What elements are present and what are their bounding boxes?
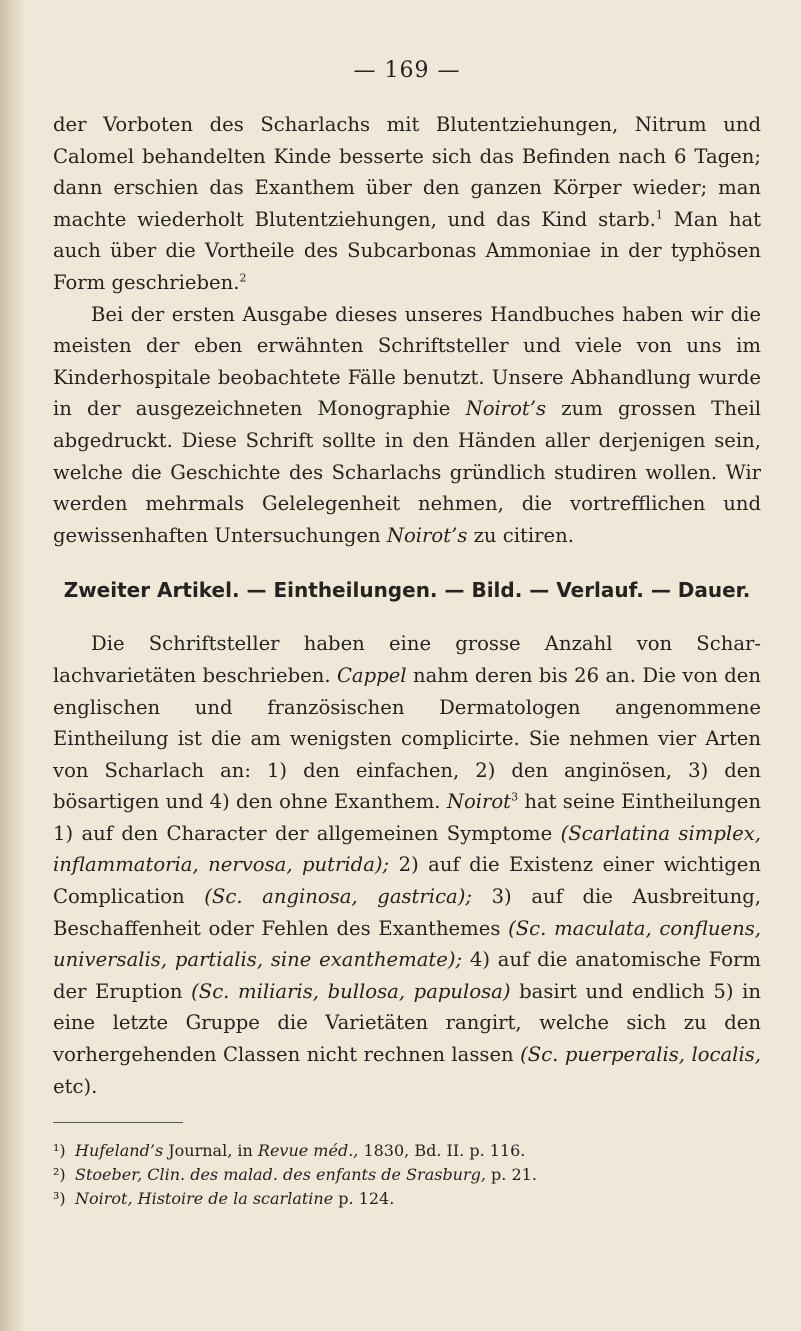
footnote-divider — [53, 1122, 183, 1123]
footnote-italic: Revue méd., — [257, 1141, 359, 1161]
author-name: Noirot’s — [465, 397, 547, 421]
latin-term: (Sc. puerperalis, localis, — [520, 1043, 761, 1067]
footnote-2 — [53, 1163, 761, 1187]
author-name: Noirot’s — [386, 523, 468, 547]
footnote-text: 1830, Bd. II. p. 116. — [358, 1141, 526, 1161]
latin-term: (Sc. miliaris, bullosa, papulosa) — [191, 979, 511, 1003]
paragraph-text: Man hat auch über die Vortheile des Subcarbonas Ammoniae in der typhösen Form geschrieben. — [53, 207, 761, 294]
footnote-text: Journal, in — [163, 1141, 258, 1161]
paragraph-text: 4) auf die anatomische Form der Eruption — [53, 948, 761, 1003]
paragraph-2 — [53, 299, 761, 552]
paragraph-text: nahm deren bis 26 an. Die von den englischen und französischen Dermatologen angenommene Eintheilung ist die am wenigsten complicirte. Sie nehmen vier Arten von Scharlach an: 1) den einfachen, 2) den anginösen, 3) den bösartigen und 4) den ohne Exanthem. — [53, 663, 761, 814]
latin-term: (Scarlatina simplex, inflammatoria, nervosa, putrida); — [53, 821, 762, 877]
latin-term: (Sc. anginosa, gastrica); — [204, 885, 472, 909]
page-spine-shadow — [0, 0, 26, 1331]
footnote-text: p. 124. — [333, 1189, 395, 1209]
paragraph-text: Bei der ersten Ausgabe dieses unseres Handbuches haben wir die meisten der eben erwähnten Schriftsteller und viele von uns im Kinderhospitale beobachtete Fälle benutzt. Unsere Abhandlung wurde in der ausgezeichneten Monographie — [53, 302, 761, 421]
paragraph-text: hat seine Eintheilungen 1) auf den Character der allgemeinen Symptome — [53, 790, 761, 845]
paragraph-text: der Vorboten des Scharlachs mit Blutentziehungen, Nitrum und Calomel behandelten Kinde besserte sich das Befinden nach 6 Tagen; dann erschien das Exanthem über den ganzen Körper wieder; man machte wiederholt Blutentziehungen, und das Kind starb. — [53, 113, 761, 231]
footnote-mark: ²) — [53, 1165, 66, 1185]
paragraph-1 — [53, 109, 761, 299]
footnote-italic: Noirot, Histoire de la scarlatine — [75, 1189, 334, 1209]
paragraph-text: Die Schriftsteller haben eine grosse Anzahl von Scharlachvarietäten beschrieben. — [53, 632, 761, 687]
footnote-ref-1: 1 — [655, 208, 663, 222]
book-page — [53, 58, 761, 1211]
paragraph-text: 2) auf die Existenz einer wichtigen Complication — [53, 853, 762, 909]
author-name: Cappel — [336, 663, 407, 687]
paragraph-text: 3) auf die Ausbreitung, Beschaffenheit oder Fehlen des Exanthemes — [53, 885, 761, 940]
footnote-3 — [53, 1187, 761, 1211]
page-number: — 169 — — [353, 58, 461, 83]
paragraph-text: zum grossen Theil abgedruckt. Diese Schrift sollte in den Händen aller derjenigen sein, welche die Geschichte des Scharlachs gründlich studiren wollen. Wir werden mehrmals Gelelegenheit nehmen, die vortrefflichen und gewissenhaften Untersuchungen — [53, 397, 761, 547]
paragraph-text: zu citiren. — [467, 523, 574, 547]
footnote-1 — [53, 1139, 761, 1163]
paragraph-text: etc). — [53, 1074, 98, 1098]
paragraph-text: basirt und endlich 5) in eine letzte Gruppe die Varietäten rangirt, welche sich zu den vorhergehenden Classen nicht rechnen lassen — [53, 979, 762, 1067]
footnote-mark: ³) — [53, 1189, 66, 1209]
latin-term: (Sc. maculata, confluens, universalis, partialis, sine exanthemate); — [53, 916, 761, 972]
footnote-italic: Hufeland’s — [75, 1141, 164, 1161]
footnote-ref-2: 2 — [239, 271, 247, 285]
footnote-ref-3: 3 — [511, 790, 519, 804]
footnote-mark: ¹) — [53, 1141, 66, 1161]
footnote-italic: Stoeber, Clin. des malad. des enfants de Srasburg, — [75, 1165, 486, 1185]
paragraph-3 — [53, 628, 761, 1102]
section-heading: Zweiter Artikel. — Eintheilungen. — Bild. — Verlauf. — Dauer. — [63, 578, 751, 603]
author-name: Noirot — [446, 790, 512, 814]
footnote-text: p. 21. — [485, 1165, 537, 1185]
